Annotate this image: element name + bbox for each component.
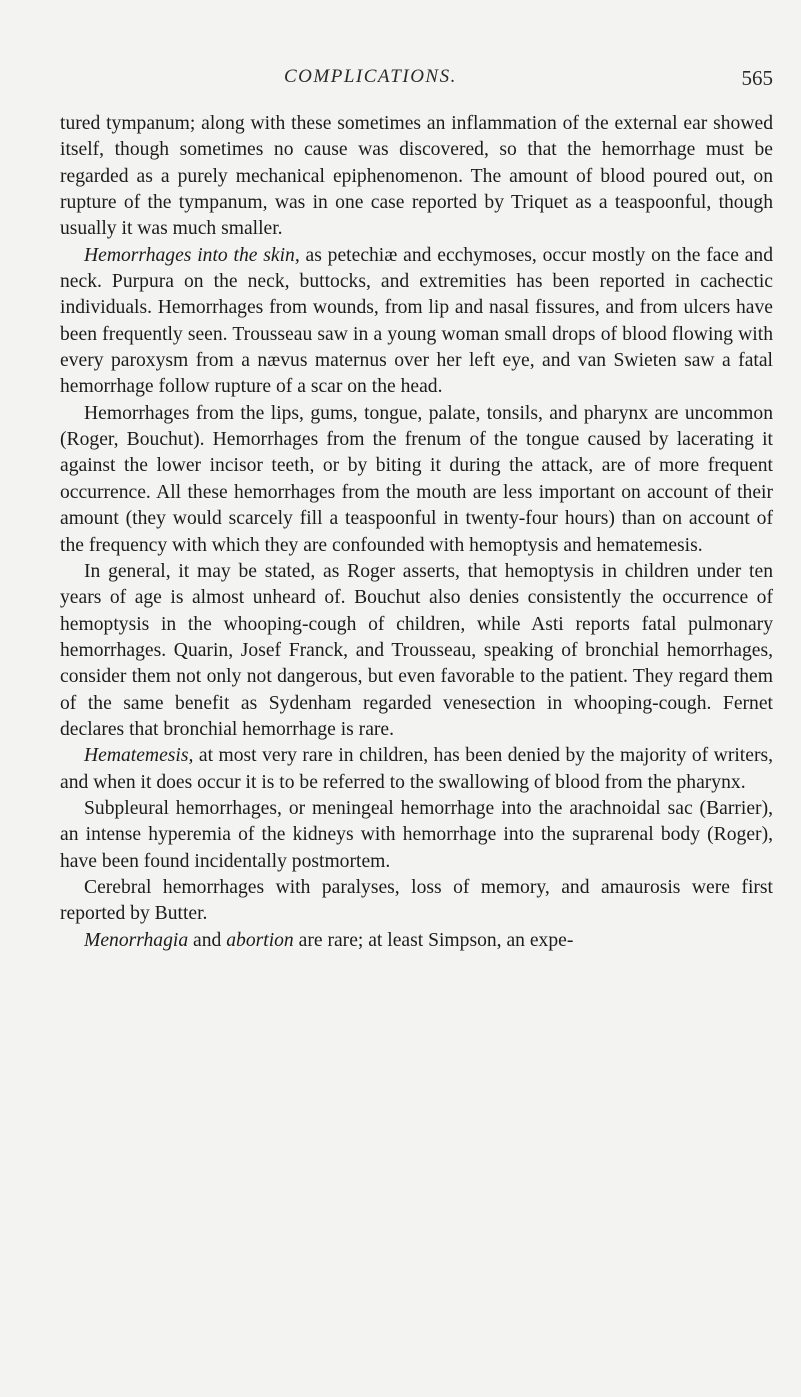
paragraph-menorrhagia <box>60 928 773 954</box>
paragraph-lead-italic: Hematemesis, <box>84 745 194 767</box>
paragraph-text: as petechiæ and ecchymoses, occur mostly on the face and neck. Purpura on the neck, buttocks, and extremities has been reported in cachectic individuals. Hemorrhages from wounds, from lip and nasal fissures, and from ulcers have been frequently seen. Trousseau saw in a young woman small drops of blood flowing with every paroxysm from a nævus maternus over her left eye, and van Swieten saw a fatal hemorrhage follow rupture of a scar on the head. <box>60 244 773 398</box>
paragraph-text: at most very rare in children, has been denied by the majority of writers, and when it does occur it is to be referred to the swallowing of blood from the pharynx. <box>60 745 773 793</box>
paragraph-text: and <box>188 929 227 951</box>
body-text <box>60 111 773 954</box>
paragraph-lead-italic: Menorrhagia <box>84 929 189 951</box>
page-number: 565 <box>741 66 773 90</box>
paragraph-skin-hemorrhages <box>60 243 773 401</box>
paragraph-cerebral <box>60 875 773 928</box>
paragraph-hematemesis <box>60 743 773 796</box>
paragraph-text: are rare; at least Simpson, an expe- <box>293 929 574 951</box>
paragraph-text: Subpleural hemorrhages, or meningeal hemorrhage into the arachnoidal sac (Barrier), an intense hyperemia of the kidneys with hemorrhage into the suprarenal body (Roger), have been found incidentally postmortem. <box>60 797 773 872</box>
paragraph-tympanum <box>60 111 773 243</box>
running-head <box>60 66 773 94</box>
paragraph-lead-italic: Hemorrhages into the skin, <box>84 244 300 266</box>
paragraph-text: In general, it may be stated, as Roger asserts, that hemoptysis in children under ten years of age is almost unheard of. Bouchut also denies consistently the occurrence of hemoptysis in the whooping-cough of children, while Asti reports fatal pulmonary hemorrhages. Quarin, Josef Franck, and Trousseau, speaking of bronchial hemorrhages, consider them not only not dangerous, but even favorable to the patient. They regard them of the same benefit as Sydenham regarded venesection in whooping-cough. Fernet declares that bronchial hemorrhage is rare. <box>60 560 773 740</box>
paragraph-hemoptysis <box>60 559 773 743</box>
paragraph-text: tured tympanum; along with these sometimes an inflammation of the external ear showed itself, though sometimes no cause was discovered, so that the hemorrhage must be regarded as a purely mechanical epiphenomenon. The amount of blood poured out, on rupture of the tympanum, was in one case reported by Triquet as a teaspoonful, though usually it was much smaller. <box>60 113 773 240</box>
paragraph-text: Cerebral hemorrhages with paralyses, loss of memory, and amaurosis were first reported by Butter. <box>60 876 773 925</box>
paragraph-text: Hemorrhages from the lips, gums, tongue, palate, tonsils, and pharynx are uncommon (Roger, Bouchut). Hemorrhages from the frenum of the tongue caused by lacerating it against the lower incisor teeth, or by biting it during the attack, are of more frequent occurrence. All these hemorrhages from the mouth are less important on account of their amount (they would scarcely fill a teaspoonful in twenty-four hours) than on account of the frequency with which they are confounded with hemoptysis and hematemesis. <box>60 402 773 556</box>
paragraph-mouth-hemorrhages <box>60 401 773 559</box>
paragraph-lead-italic: abortion <box>226 929 294 951</box>
paragraph-subpleural <box>60 796 773 875</box>
running-title: COMPLICATIONS. <box>284 66 457 87</box>
